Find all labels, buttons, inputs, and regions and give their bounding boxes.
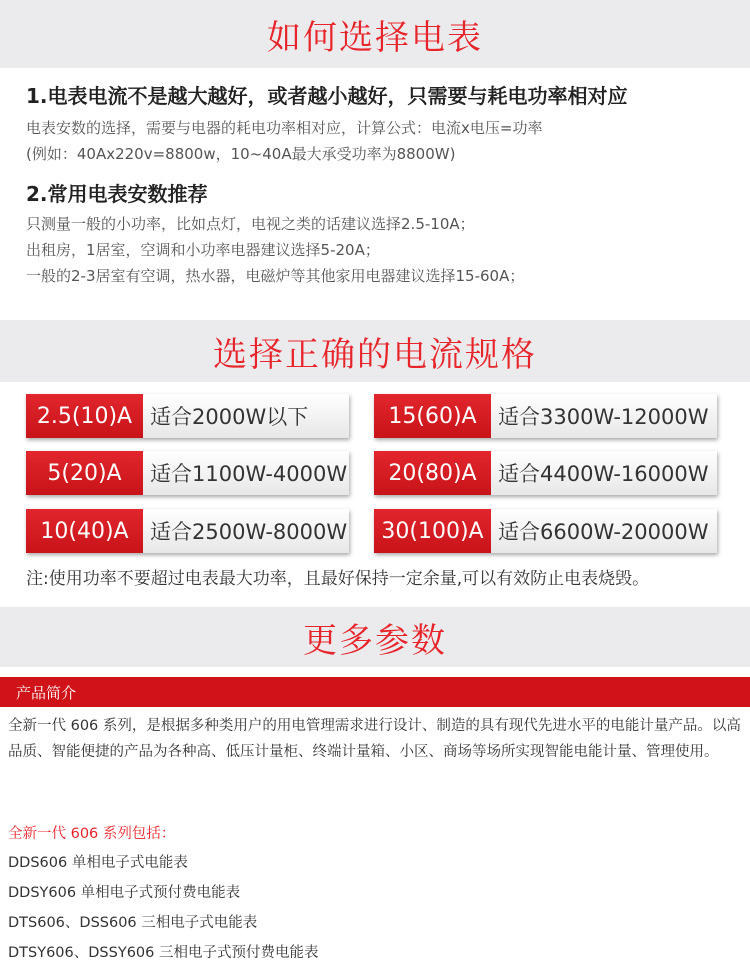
section-title: 更多参数 [303, 620, 447, 661]
spec-watt: 适合4400W-16000W [491, 451, 717, 495]
spec-item [374, 451, 717, 495]
product-intro-label: 产品简介 [16, 683, 77, 702]
list-item: DDS606 单相电子式电能表 [8, 855, 188, 871]
section-title: 如何选择电表 [267, 17, 483, 58]
section-header-how-to-choose [0, 0, 750, 68]
list-item: DDSY606 单相电子式预付费电能表 [8, 885, 241, 901]
list-item: DTSY606、DSSY606 三相电子式预付费电能表 [8, 945, 319, 961]
section-header-spec [0, 320, 750, 382]
spec-watt: 适合1100W-4000W [143, 451, 349, 495]
spec-item [26, 509, 349, 553]
spec-watt: 适合3300W-12000W [491, 394, 717, 438]
guide-block-1 [26, 80, 740, 167]
spec-amp: 20(80)A [374, 451, 491, 495]
spec-amp: 15(60)A [374, 394, 491, 438]
spec-watt: 适合2000W以下 [143, 394, 349, 438]
guide-heading-1: 1.电表电流不是越大越好，或者越小越好，只需要与耗电功率相对应 [26, 84, 628, 108]
guide-heading-2: 2.常用电表安数推荐 [26, 182, 208, 206]
list-item: DTS606、DSS606 三相电子式电能表 [8, 915, 258, 931]
product-intro-bar [0, 677, 750, 707]
spec-amp: 30(100)A [374, 509, 491, 553]
spec-row [26, 451, 742, 495]
product-intro-text: 全新一代 606 系列，是根据多种类用户的用电管理需求进行设计、制造的具有现代先进水平的电能计量产品。以高品质、智能便捷的产品为各种高、低压计量柜、终端计量箱、小区、商场等场所实现智能电能计量、管理使用。 [8, 718, 741, 760]
guide-text: (例如：40Ax220v=8800w，10~40A最大承受功率为8800W) [26, 145, 456, 163]
spec-watt: 适合6600W-20000W [491, 509, 717, 553]
spec-item [26, 451, 349, 495]
guide-block-2 [26, 178, 740, 289]
guide-text: 出租房，1居室，空调和小功率电器建议选择5-20A； [26, 241, 380, 259]
series-list [8, 850, 318, 970]
guide-text: 只测量一般的小功率，比如点灯，电视之类的话建议选择2.5-10A； [26, 215, 475, 233]
spec-item [26, 394, 349, 438]
spec-amp: 5(20)A [26, 451, 143, 495]
spec-amp: 10(40)A [26, 509, 143, 553]
spec-row [26, 394, 742, 438]
spec-row [26, 509, 742, 553]
spec-watt: 适合2500W-8000W [143, 509, 349, 553]
spec-amp: 2.5(10)A [26, 394, 143, 438]
guide-text: 电表安数的选择，需要与电器的耗电功率相对应，计算公式：电流x电压=功率 [26, 119, 543, 137]
spec-item [374, 394, 717, 438]
section-header-more-params [0, 607, 750, 667]
series-title: 全新一代 606 系列包括： [8, 826, 176, 842]
guide-text: 一般的2-3居室有空调，热水器，电磁炉等其他家用电器建议选择15-60A； [26, 267, 525, 285]
section-title: 选择正确的电流规格 [213, 334, 537, 375]
spec-item [374, 509, 717, 553]
usage-note: 注:使用功率不要超过电表最大功率，且最好保持一定余量,可以有效防止电表烧毁。 [26, 569, 650, 589]
